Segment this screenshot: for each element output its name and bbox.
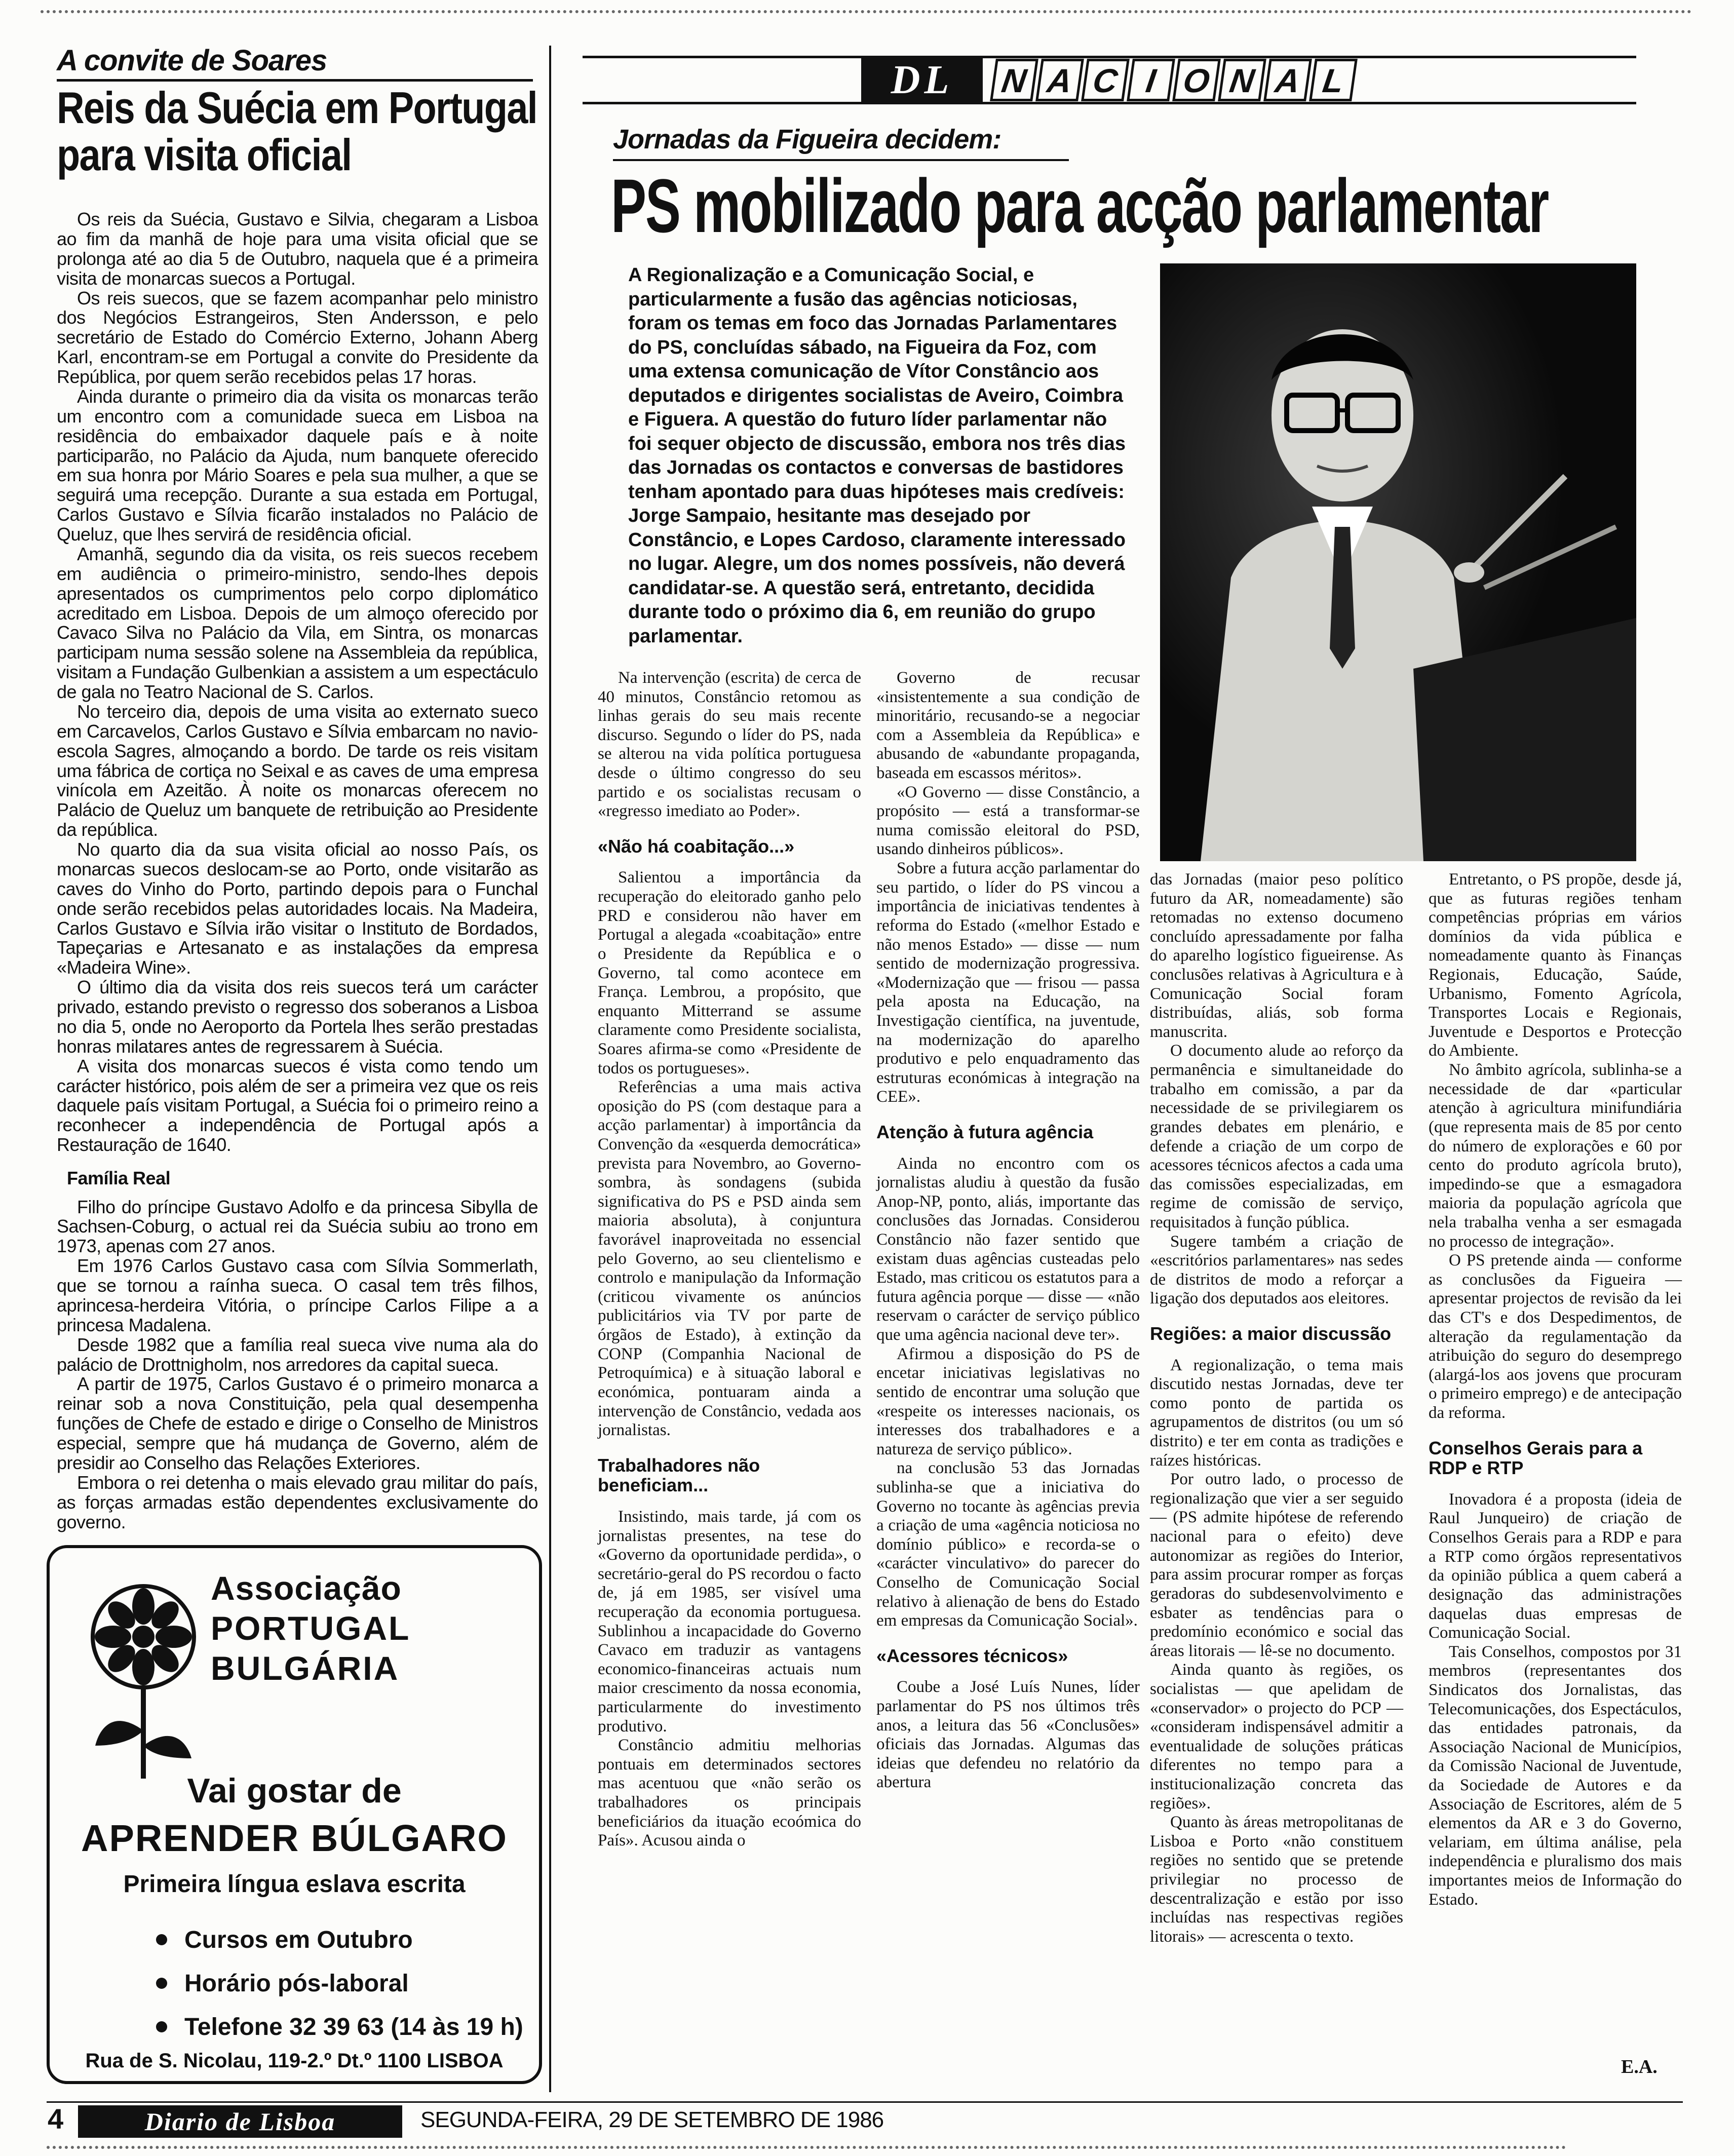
paragraph: Em 1976 Carlos Gustavo casa com Sílvia Sommerlath, que se tornou a raínha sueca. O casal tem três filhos, aprincesa-herdeira Vitória, o príncipe Carlos Filipe a a princesa Madalena. [57, 1255, 538, 1335]
paragraph: O PS pretende ainda — conforme as conclusões da Figueira — apresentar projectos de revisão da lei das CT's e dos Despedimentos, de alteração da regulamentação da atribuição do seguro do desemprego (alargá-los aos jovens que procuram o primeiro emprego) e de antecipação da reforma. [1429, 1251, 1682, 1422]
section-subhead: Atenção à futura agência [876, 1122, 1094, 1143]
main-kicker-rule [613, 159, 1069, 161]
section-title-nacional [993, 59, 1355, 101]
paragraph: Embora o rei detenha o mais elevado grau militar do país, as forças armadas estão dependentes exclusivamente do governo. [57, 1472, 538, 1532]
section-letter: A [1263, 59, 1312, 101]
paragraph: O último dia da visita dos reis suecos terá um carácter privado, estando previsto o regresso dos soberanos a Lisboa no dia 5, onde no Aeroporto da Portela lhes serão prestadas honras milatares antes de regressarem à Suécia. [57, 977, 538, 1057]
paragraph: Filho do príncipe Gustavo Adolfo e da princesa Sibylla de Sachsen-Coburg, o actual rei da Suécia subiu ao trono em 1973, apenas com 27 anos. [57, 1196, 538, 1257]
main-headline: PS mobilizado para acção parlamentar [611, 163, 1549, 248]
speaker-photo-image [1160, 263, 1636, 861]
paragraph: No quarto dia da sua visita oficial ao nosso País, os monarcas suecos deslocam-se ao Porto, onde visitarão as caves do Vinho do Porto, partindo depois para o Funchal onde serão recebidos pelas autoridades locais. Na Madeira, Carlos Gustavo e Sílvia irão visitar o Instituto de Bordados, Tapeçarias e Artesanato e as instalações da empresa «Madeira Wine». [57, 839, 538, 978]
paragraph: Na intervenção (escrita) de cerca de 40 minutos, Constâncio retomou as linhas gerais do seu mais recente discurso. Segundo o líder do PS, nada se alterou na vida política portuguesa desde o último congresso do seu partido e os socialistas recusam o «regresso imediato ao Poder». [598, 669, 861, 821]
paragraph: Coube a José Luís Nunes, líder parlamentar do PS nos últimos três anos, a leitura das 56 «Conclusões» oficiais das Jornadas. Algumas das ideias que defendeu no relatório da abertura [876, 1678, 1140, 1792]
paragraph: Por outro lado, o processo de regionalização que vier a ser seguido — (PS admite hipótese de referendo nacional para o efeito) deve autonomizar as regiões do Interior, para assim procurar romper as forças geradoras do subdesenvolvimento e esbater as tendências para o predomínio económico e social das áreas litorais — lê-se no documento. [1150, 1470, 1403, 1660]
flower-logo-icon [85, 1578, 202, 1781]
top-dotted-rule [41, 10, 1692, 13]
section-subhead: Conselhos Gerais para a RDP e RTP [1429, 1437, 1643, 1479]
left-kicker-rule [57, 79, 533, 82]
section-letter: C [1081, 59, 1130, 101]
paragraph: Desde 1982 que a família real sueca vive numa ala do palácio de Drottnigholm, nos arredores da capital sueca. [57, 1334, 538, 1375]
issue-date: SEGUNDA-FEIRA, 29 DE SETEMBRO DE 1986 [420, 2107, 884, 2132]
left-headline [57, 83, 537, 180]
paragraph: A regionalização, o tema mais discutido nestas Jornadas, deve ter como ponto de partida os agrupamentos de distritos (ou um só distrito) e ter em conta as tradições e raízes históricas. [1150, 1356, 1403, 1470]
advert-headline-1: Vai gostar de [187, 1772, 402, 1810]
section-letter: L [1309, 59, 1358, 101]
section-subhead: «Não há coabitação...» [598, 835, 795, 857]
section-letter: N [990, 59, 1038, 101]
advert-bullet: Horário pós-laboral [156, 1972, 523, 1996]
section-subhead: Regiões: a maior discussão [1150, 1323, 1392, 1344]
left-subhead: Família Real [67, 1168, 171, 1188]
paragraph: Tais Conselhos, compostos por 31 membros (representantes dos Sindicatos dos Jornalistas, das Telecomunicações, dos Espectáculos, das entidades patronais, da Associação Nacional de Municípios, da Comissão Nacional de Juventude, da Sociedade de Autores e da Associação de Escritores, além de 5 elementos da AR e 3 do Governo, velariam, em última análise, pela independência e pluralismo dos mais importantes meios de Informação do Estado. [1429, 1642, 1682, 1909]
advert-bullet: Telefone 32 39 63 (14 às 19 h) [156, 2015, 523, 2039]
advert-org-name [211, 1568, 410, 1689]
section-letter: A [1035, 59, 1084, 101]
paragraph: Salientou a importância da recuperação do eleitorado ganho pelo PRD e considerou não haver em Portugal a alegada «coabitação» entre o Presidente da República e o Governo, tal como acontece em França. Lembrou, a propósito, que enquanto Mitterrand se assume claramente como Presidente socialista, Soares afirma-se como «Presidente de todos os portugueses». [598, 868, 861, 1077]
main-column-4 [1429, 870, 1682, 1909]
section-subhead: Trabalhadores não beneficiam... [598, 1454, 760, 1496]
paragraph: Ainda no encontro com os jornalistas aludiu à questão da fusão Anop-NP, ponto, aliás, importante das conclusões das Jornadas. Considerou Constâncio não fazer sentido que existam duas agências custeadas pelo Estado, mas criticou os estatutos para a futura agência porque — disse — «não reservam o carácter de serviço público que uma agência nacional deve ter». [876, 1154, 1140, 1344]
section-letter: O [1172, 59, 1221, 101]
paragraph: No terceiro dia, depois de uma visita ao externato sueco em Carcavelos, Carlos Gustavo e Sílvia embarcam no navio-escola Sagres, almoçando a bordo. De tarde os reis visitam uma fábrica de cortiça no Seixal e as caves de uma empresa vinícola em Azeitão. À noite os monarcas oferecem no Palácio de Queluz um banquete de retribuição ao Presidente da república. [57, 701, 538, 840]
paragraph: Os reis suecos, que se fazem acompanhar pelo ministro dos Negócios Estrangeiros, Sten Andersson, e pelo secretário de Estado do Comércio Externo, Johann Aberg Karl, encontram-se em Portugal a convite do Presidente da República, por quem serão recebidos pelas 17 horas. [57, 287, 538, 387]
advert-org-line2: PORTUGAL [211, 1609, 411, 1647]
paragraph: na conclusão 53 das Jornadas sublinha-se que a iniciativa do Governo no tocante às agências previa a criação de uma «agência noticiosa no domínio público» e recorda-se o «carácter vinculativo» do parecer do Conselho de Comunicação Social relativo à alienação de bens do Estado em empresas da Comunicação Social». [876, 1459, 1140, 1630]
paragraph: Sobre a futura acção parlamentar do seu partido, o líder do PS vincou a importância de iniciativas tendentes à reforma do Estado («melhor Estado e não menos Estado» — disse — num sentido de modernização progressiva. «Modernização que — frisou — passa pela aposta na Educação, na Investigação científica, na juventude, na modernização do aparelho produtivo e pelo enquadramento das estruturas económicas à integração na CEE». [876, 859, 1140, 1106]
advert-org-line1: Associação [211, 1569, 402, 1607]
paragraph: O documento alude ao reforço da permanência e simultaneidade do trabalho em comissão, a par da necessidade de se privilegiarem os grandes debates em plenário, e defende a criação de um corpo de acessores técnicos afectos a cada uma das comissões especializadas, em regime de comissão de serviço, requisitados à função pública. [1150, 1042, 1403, 1231]
section-logo: DL [861, 56, 983, 104]
left-headline-line2: para visita oficial [57, 130, 352, 180]
paragraph: Afirmou a disposição do PS de encetar iniciativas legislativas no sentido de encontrar uma solução que «respeite os interesses nacionais, os interesses dos trabalhadores e a natureza de serviço público». [876, 1344, 1140, 1458]
paragraph: Os reis da Suécia, Gustavo e Silvia, chegaram a Lisboa ao fim da manhã de hoje para uma visita oficial que se prolonga até ao dia 5 de Outubro, naquela que é a primeira visita de monarcas suecos a Portugal. [57, 209, 538, 289]
speaker-photo [1160, 263, 1636, 861]
article-signature: E.A. [1621, 2056, 1658, 2077]
paragraph: A visita dos monarcas suecos é vista como tendo um carácter histórico, pois além de ser a primeira vez que os reis daquele país visitam Portugal, a Suécia foi o primeiro reino a reconhecer a independência de Portugal após a Restauração de 1640. [57, 1055, 538, 1156]
advert-bullet-list [156, 1928, 523, 2059]
paragraph: «O Governo — disse Constâncio, a propósito — está a transformar-se numa comissão eleitoral do PSD, usando dinheiros públicos». [876, 783, 1140, 859]
main-column-2 [876, 669, 1140, 1792]
advert-tagline: Primeira língua eslava escrita [123, 1871, 466, 1898]
main-column-3 [1150, 870, 1403, 1947]
paragraph: Sugere também a criação de «escritórios parlamentares» nas sedes de distritos de modo a reforçar a ligação dos deputados aos eleitores. [1150, 1232, 1403, 1308]
advert-address: Rua de S. Nicolau, 119-2.º Dt.º 1100 LISBOA [85, 2050, 504, 2072]
paragraph: Entretanto, o PS propõe, desde já, que as futuras regiões tenham competências próprias em vários domínios da vida pública e nomeadamente quanto às Finanças Regionais, Educação, Saúde, Urbanismo, Fomento Agrícola, Transportes Locais e Regionais, Juventude e Desportos e Protecção do Ambiente. [1429, 870, 1682, 1060]
paragraph: Inovadora é a proposta (ideia de Raul Junqueiro) de criação de Conselhos Gerais para a RDP e para a RTP como órgãos representativos da opinião pública a quem caberá a designação das administrações daquelas duas empresas de Comunicação Social. [1429, 1490, 1682, 1642]
advert-box [47, 1545, 542, 2084]
main-lead: A Regionalização e a Comunicação Social, e particularmente a fusão das agências noticiosas, foram os temas em foco das Jornadas Parlamentares do PS, concluídas sábado, na Figueira da Foz, com uma extensa comunicação de Vítor Constâncio aos deputados e dirigentes socialistas de Aveiro, Coimbra e Figuera. A questão do futuro líder parlamentar não foi sequer objecto de discussão, embora nos três dias das Jornadas os contactos e conversas de bastidores tenham apontado para duas hipóteses mais credíveis: Jorge Sampaio, hesitante mas desejado por Constâncio, e Lopes Cardoso, claramente interessado no lugar. Alegre, um dos nomes possíveis, não deverá candidatar-se. A questão será, entretanto, decidida durante todo o próximo dia 6, em reunião do grupo parlamentar. [628, 264, 1126, 647]
masthead-title: Diario de Lisboa [144, 2107, 336, 2136]
section-subhead: «Acessores técnicos» [876, 1645, 1068, 1666]
left-kicker: A convite de Soares [57, 44, 327, 77]
paragraph: Referências a uma mais activa oposição do PS (com destaque para a acção parlamentar) à importância da Convenção da «esquerda democrática» prevista para Novembro, ao Governo-sombra, às sondagens (subida significativa do PS e PSD ainda sem maioria absoluta), à conjuntura favorável inaproveitada no essencial pelo Governo, ao seu clientelismo e controlo e manipulação da Informação (criticou vivamente os anúncios publicitários via TV por parte de órgãos de Estado), à extinção da CONP (Companhia Nacional de Petroquímica) e à situação laboral e económica, pontuaram ainda a intervenção de Constâncio, vedada aos jornalistas. [598, 1078, 861, 1440]
main-kicker: Jornadas da Figueira decidem: [613, 124, 1001, 155]
paragraph: No âmbito agrícola, sublinha-se a necessidade de dar «particular atenção à agricultura minifundiária (que representa mais de 85 por cento do número de explorações e 60 por cento do produto agrícola bruto), impedindo-se que a esmagadora maioria da população agrícola que nela trabalha venha a ser esmagada no processo de integração». [1429, 1061, 1682, 1251]
paragraph: das Jornadas (maior peso político futuro da AR, nomeadamente) são retomadas no extenso documeno concluído apressadamente por falha do aparelho logístico figueirense. As conclusões relativas à Agricultura e à Comunicação Social foram distribuídas, aliás, sob forma manuscrita. [1150, 870, 1403, 1041]
bottom-dotted-rule [47, 2146, 1566, 2149]
paragraph: A partir de 1975, Carlos Gustavo é o primeiro monarca a reinar sob a nova Constituição, pela qual desempenha funções de Chefe de estado e dirige o Conselho de Ministros especial, sempre que há mudança de Governo, além de presidir ao Conselho das Relações Exteriores. [57, 1373, 538, 1473]
main-column-1 [598, 669, 861, 1851]
left-article-body [57, 210, 538, 1532]
section-letter: N [1218, 59, 1266, 101]
advert-headline-2: APRENDER BÚLGARO [81, 1817, 508, 1859]
paragraph: Constâncio admitiu melhorias pontuais em determinados sectores mas acentuou que «não serão os trabalhadores os principais beneficiários da ituação ecoómica do País». Acusou ainda o [598, 1736, 861, 1850]
advert-bullet: Cursos em Outubro [156, 1928, 523, 1952]
paragraph: Governo de recusar «insistentemente a sua condição de minoritário, recusando-se a negociar com a Assembleia da República» e abusando de «abundante propaganda, baseada em escassos méritos». [876, 669, 1140, 783]
left-headline-line1: Reis da Suécia em Portugal [57, 83, 537, 133]
section-letter: I [1127, 59, 1175, 101]
paragraph: Ainda durante o primeiro dia da visita os monarcas terão um encontro com a comunidade sueca em Lisboa na residência do embaixador daquele país e à noite participarão, no Palácio da Ajuda, num banquete oferecido em sua honra por Mário Soares e pela sua mulher, a que se seguirá uma recepção. Durante a sua estada em Portugal, Carlos Gustavo e Sílvia ficarão instalados no Palácio de Queluz, que lhes servirá de residência oficial. [57, 386, 538, 545]
footer-rule [47, 2101, 1683, 2103]
page-number: 4 [48, 2103, 64, 2135]
advert-org-line3: BULGÁRIA [211, 1649, 400, 1687]
paragraph: Quanto às áreas metropolitanas de Lisboa e Porto «não constituem regiões no sentido que se pretende privilegiar no processo de descentralização e estão por isso incluídas nas respectivas regiões litorais» — acrescenta o texto. [1150, 1813, 1403, 1946]
paragraph: Amanhã, segundo dia da visita, os reis suecos recebem em audiência o primeiro-ministro, sendo-lhes depois apresentados os cumprimentos pelo corpo diplomático acreditado em Lisboa. Depois de um almoço oferecido por Cavaco Silva no Palácio da Vila, em Sintra, os monarcas participam numa sessão solene na Assembleia da república, visitam a Fundação Gulbenkian a assistem a um espectáculo de gala no Teatro Nacional de S. Carlos. [57, 543, 538, 702]
paragraph: Ainda quanto às regiões, os socialistas — que apelidam de «conservador» o projecto do PCP — «consideram indispensável admitir a eventualidade de soluções práticas diferentes no tempo para a institucionalização concreta das regiões». [1150, 1661, 1403, 1813]
paragraph: Insistindo, mais tarde, já com os jornalistas presentes, na tese do «Governo da oportunidade perdida», o secretário-geral do PS recordou o facto de, já em 1985, ser visível uma recuperação da economia portuguesa. Sublinhou a incapacidade do Governo Cavaco em traduzir as vantagens economico-financeiras actuais num maior crescimento da nossa economia, particularmente do investimento produtivo. [598, 1507, 861, 1736]
column-divider [549, 46, 551, 2092]
